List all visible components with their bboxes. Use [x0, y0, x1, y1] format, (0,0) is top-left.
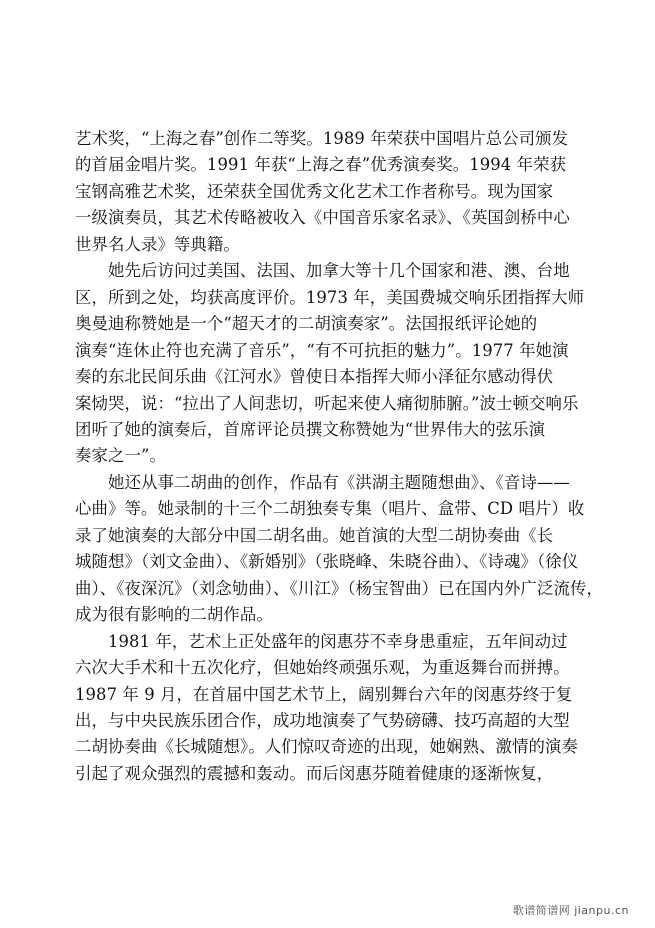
text-line: 她还从事二胡曲的创作，作品有《洪湖主题随想曲》、《音诗—— [75, 472, 570, 492]
paragraph-compositions [75, 470, 603, 629]
text-line: 区，所到之处，均获高度评价。1973 年，美国费城交响乐团指挥大师 [75, 287, 585, 307]
text-line: 演奏“连休止符也充满了音乐”，“有不可抗拒的魅力”。1977 年她演 [75, 340, 569, 360]
text-line: 出，与中央民族乐团合作，成功地演奏了气势磅礴、技巧高超的大型 [75, 710, 570, 730]
text-line: 团听了她的演奏后，首席评论员撰文称赞她为“世界伟大的弦乐演 [75, 419, 546, 439]
text-line: 录了她演奏的大部分中国二胡名曲。她首演的大型二胡协奏曲《长 [75, 525, 554, 545]
text-line: 成为很有影响的二胡作品。 [75, 605, 273, 625]
text-line: 奥曼迪称赞她是一个“超天才的二胡演奏家”。法国报纸评论她的 [75, 314, 538, 334]
text-line: 世界名人录》等典籍。 [75, 234, 240, 254]
text-line: 六次大手术和十五次化疗，但她始终顽强乐观，为重返舞台而拼搏。 [75, 658, 570, 678]
text-line: 二胡协奏曲《长城随想》。人们惊叹奇迹的出现，她娴熟、激情的演奏 [75, 737, 579, 757]
text-line: 一级演奏员，其艺术传略被收入《中国音乐家名录》、《英国剑桥中心 [75, 208, 570, 228]
text-line: 奏家之一”。 [75, 446, 166, 466]
text-line: 城随想》（刘文金曲）、《新婚别》（张晓峰、朱晓谷曲）、《诗魂》（徐仪 [75, 552, 579, 572]
text-line: 她先后访问过美国、法国、加拿大等十几个国家和港、澳、台地 [75, 261, 570, 281]
paragraph-comeback [75, 629, 579, 788]
text-line: 奏的东北民间乐曲《江河水》曾使日本指挥大师小泽征尔感动得伏 [75, 367, 554, 387]
text-line: 1987 年 9 月，在首届中国艺术节上，阔别舞台六年的闵惠芬终于复 [75, 684, 573, 704]
paragraph-awards [75, 126, 575, 258]
body-text [75, 126, 603, 787]
text-line: 1981 年，艺术上正处盛年的闵惠芬不幸身患重症，五年间动过 [75, 631, 568, 651]
text-line: 艺术奖，“上海之春”创作二等奖。1989 年荣获中国唱片总公司颁发 [75, 129, 569, 148]
text-line: 心曲》等。她录制的十三个二胡独奏专集（唱片、盒带、CD 唱片）收 [75, 499, 585, 519]
paragraph-tours [75, 258, 585, 470]
text-line: 引起了观众强烈的震撼和轰动。而后闵惠芬随着健康的逐渐恢复， [75, 763, 554, 783]
text-line: 案恸哭，说：“拉出了人间悲切，听起来使人痛彻肺腑。”波士顿交响乐 [75, 393, 579, 413]
text-line: 宝钢高雅艺术奖，还荣获全国优秀文化艺术工作者称号。现为国家 [75, 181, 554, 201]
text-line: 的首届金唱片奖。1991 年获“上海之春”优秀演奏奖。1994 年荣获 [75, 155, 567, 175]
site-watermark: 歌谱简谱网 jianpu.cn [512, 904, 629, 917]
text-line: 曲）、《夜深沉》（刘念劬曲）、《川江》（杨宝智曲）已在国内外广泛流传， [75, 578, 603, 598]
